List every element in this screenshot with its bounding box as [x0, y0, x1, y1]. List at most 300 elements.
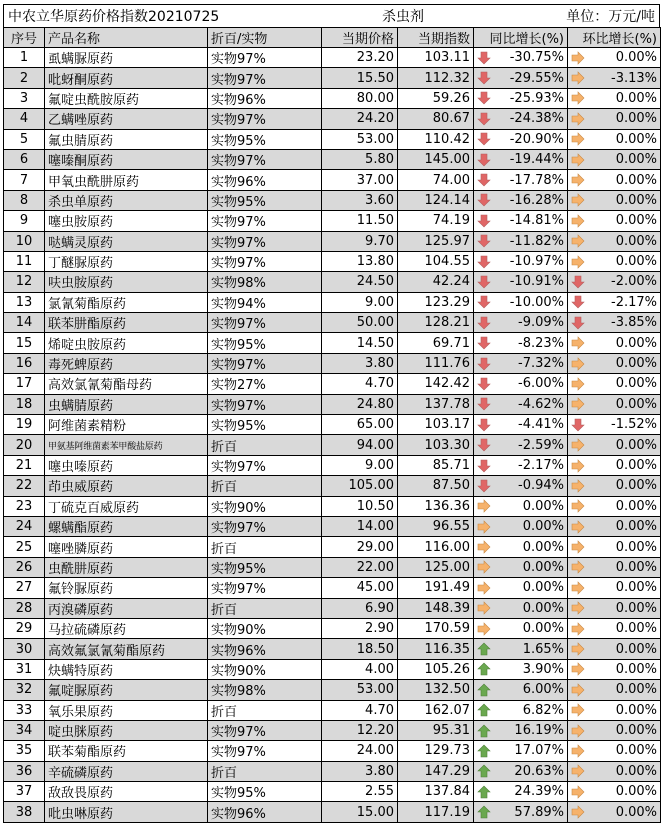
product-spec: 实物98% [208, 680, 322, 700]
current-index: 103.17 [398, 415, 474, 435]
mom-change-cell [568, 435, 661, 455]
current-price: 3.60 [322, 190, 398, 210]
current-index: 117.19 [398, 802, 474, 822]
yoy-change-value: 20.63% [514, 763, 564, 779]
product-name: 阿维菌素精粉 [45, 415, 208, 435]
row-number: 15 [4, 333, 45, 353]
current-price: 3.80 [322, 353, 398, 373]
yoy-change-cell [474, 761, 568, 781]
product-name: 联苯菊酯原药 [45, 741, 208, 761]
yoy-change-value: 57.89% [514, 804, 564, 820]
table-row [4, 802, 661, 822]
arrow-flat-icon [571, 744, 585, 758]
table-row [4, 170, 661, 190]
yoy-change-value: -25.93% [509, 90, 564, 106]
yoy-change-cell [474, 618, 568, 638]
arrow-flat-icon [571, 581, 585, 595]
yoy-change-value: -2.59% [518, 437, 564, 453]
table-row [4, 394, 661, 414]
current-price: 24.20 [322, 109, 398, 129]
mom-change-cell [568, 680, 661, 700]
current-index: 111.76 [398, 353, 474, 373]
yoy-change-value: -10.91% [509, 274, 564, 290]
mom-change-cell [568, 618, 661, 638]
mom-change-value: 0.00% [615, 600, 657, 616]
mom-change-value: 0.00% [615, 111, 657, 127]
current-price: 53.00 [322, 129, 398, 149]
arrow-up-icon [477, 703, 491, 717]
table-row [4, 313, 661, 333]
product-name: 氟虫腈原药 [45, 129, 208, 149]
current-price: 11.50 [322, 211, 398, 231]
product-spec: 折百 [208, 476, 322, 496]
yoy-change-cell [474, 149, 568, 169]
table-row [4, 48, 661, 68]
arrow-flat-icon [477, 540, 491, 554]
arrow-down-icon [477, 418, 491, 432]
product-spec: 实物95% [208, 782, 322, 802]
product-name: 联苯肼酯原药 [45, 313, 208, 333]
table-row [4, 537, 661, 557]
arrow-flat-icon [571, 622, 585, 636]
current-price: 80.00 [322, 88, 398, 108]
table-row [4, 149, 661, 169]
yoy-change-value: -4.62% [518, 396, 564, 412]
mom-change-value: 0.00% [615, 702, 657, 718]
mom-change-value: 0.00% [615, 437, 657, 453]
row-number: 22 [4, 476, 45, 496]
product-spec: 实物27% [208, 374, 322, 394]
arrow-flat-icon [571, 397, 585, 411]
row-number: 16 [4, 353, 45, 373]
arrow-flat-icon [571, 601, 585, 615]
current-price: 5.80 [322, 149, 398, 169]
arrow-down-icon [477, 112, 491, 126]
product-spec: 实物95% [208, 129, 322, 149]
current-index: 125.97 [398, 231, 474, 251]
current-price: 15.00 [322, 802, 398, 822]
table-row [4, 455, 661, 475]
row-number: 19 [4, 415, 45, 435]
mom-change-cell [568, 129, 661, 149]
product-spec: 实物97% [208, 231, 322, 251]
row-number: 14 [4, 313, 45, 333]
arrow-down-icon [477, 153, 491, 167]
arrow-flat-icon [571, 51, 585, 65]
yoy-change-value: 0.00% [522, 559, 564, 575]
yoy-change-value: -10.97% [509, 254, 564, 270]
arrow-down-icon [477, 234, 491, 248]
product-spec: 实物97% [208, 578, 322, 598]
arrow-up-icon [477, 724, 491, 738]
product-name: 丙溴磷原药 [45, 598, 208, 618]
category-label: 杀虫剂 [382, 9, 424, 25]
product-name: 氧乐果原药 [45, 700, 208, 720]
yoy-change-value: 0.00% [522, 600, 564, 616]
mom-change-cell [568, 761, 661, 781]
row-number: 30 [4, 639, 45, 659]
yoy-change-value: 0.00% [522, 498, 564, 514]
arrow-down-icon [477, 316, 491, 330]
mom-change-cell [568, 211, 661, 231]
mom-change-cell [568, 557, 661, 577]
yoy-change-value: 6.00% [522, 682, 564, 698]
mom-change-cell [568, 190, 661, 210]
table-row [4, 231, 661, 251]
mom-change-cell [568, 394, 661, 414]
table-row [4, 190, 661, 210]
yoy-change-value: -2.17% [518, 458, 564, 473]
mom-change-cell [568, 476, 661, 496]
arrow-flat-icon [571, 438, 585, 452]
mom-change-cell [568, 353, 661, 373]
row-number: 8 [4, 190, 45, 210]
mom-change-cell [568, 313, 661, 333]
product-name: 噻虫胺原药 [45, 211, 208, 231]
current-index: 85.71 [398, 455, 474, 475]
product-spec: 实物97% [208, 149, 322, 169]
product-name: 甲氨基阿维菌素苯甲酸盐原药 [45, 435, 208, 455]
product-spec: 折百 [208, 598, 322, 618]
yoy-change-cell [474, 782, 568, 802]
product-spec: 实物96% [208, 170, 322, 190]
yoy-change-cell [474, 313, 568, 333]
price-table [3, 27, 661, 823]
yoy-change-value: -10.00% [509, 294, 564, 310]
product-name: 噻嗪酮原药 [45, 149, 208, 169]
mom-change-cell [568, 578, 661, 598]
yoy-change-cell [474, 333, 568, 353]
product-spec: 实物97% [208, 109, 322, 129]
current-price: 24.00 [322, 741, 398, 761]
row-number: 33 [4, 700, 45, 720]
mom-change-cell [568, 88, 661, 108]
mom-change-value: 0.00% [615, 90, 657, 106]
current-index: 191.49 [398, 578, 474, 598]
row-number: 2 [4, 68, 45, 88]
mom-change-value: 0.00% [615, 152, 657, 168]
product-spec: 实物95% [208, 190, 322, 210]
col-header-index: 当期指数 [398, 28, 474, 48]
yoy-change-cell [474, 455, 568, 475]
arrow-flat-icon [571, 805, 585, 819]
arrow-down-icon [477, 295, 491, 309]
current-price: 2.55 [322, 782, 398, 802]
product-name: 虫酰肼原药 [45, 557, 208, 577]
yoy-change-value: 24.39% [514, 784, 564, 800]
product-spec: 实物90% [208, 618, 322, 638]
mom-change-value: -3.13% [611, 70, 657, 86]
current-price: 10.50 [322, 496, 398, 516]
current-price: 24.50 [322, 272, 398, 292]
arrow-flat-icon [571, 377, 585, 391]
current-price: 4.70 [322, 700, 398, 720]
current-index: 116.00 [398, 537, 474, 557]
table-body [4, 48, 661, 823]
row-number: 29 [4, 618, 45, 638]
current-index: 170.59 [398, 618, 474, 638]
table-row [4, 761, 661, 781]
table-row [4, 68, 661, 88]
arrow-flat-icon [571, 520, 585, 534]
yoy-change-cell [474, 374, 568, 394]
yoy-change-value: -8.23% [518, 335, 564, 351]
arrow-flat-icon [571, 540, 585, 554]
mom-change-value: 0.00% [615, 784, 657, 800]
arrow-flat-icon [571, 703, 585, 717]
current-index: 96.55 [398, 516, 474, 536]
mom-change-value: 0.00% [615, 233, 657, 249]
arrow-flat-icon [571, 91, 585, 105]
yoy-change-cell [474, 659, 568, 679]
yoy-change-cell [474, 190, 568, 210]
arrow-down-icon [571, 316, 585, 330]
table-row [4, 720, 661, 740]
arrow-flat-icon [571, 112, 585, 126]
current-index: 124.14 [398, 190, 474, 210]
product-spec: 实物96% [208, 802, 322, 822]
mom-change-value: 0.00% [615, 254, 657, 270]
mom-change-value: -3.85% [611, 315, 657, 331]
yoy-change-cell [474, 394, 568, 414]
current-price: 2.90 [322, 618, 398, 638]
arrow-flat-icon [571, 479, 585, 493]
row-number: 25 [4, 537, 45, 557]
arrow-flat-icon [571, 234, 585, 248]
yoy-change-cell [474, 557, 568, 577]
current-price: 13.80 [322, 251, 398, 271]
arrow-flat-icon [571, 193, 585, 207]
yoy-change-cell [474, 48, 568, 68]
table-row [4, 415, 661, 435]
arrow-flat-icon [571, 153, 585, 167]
product-spec: 实物97% [208, 313, 322, 333]
arrow-up-icon [477, 805, 491, 819]
yoy-change-value: -7.32% [518, 356, 564, 372]
yoy-change-cell [474, 415, 568, 435]
col-header-name: 产品名称 [45, 28, 208, 48]
current-price: 23.20 [322, 48, 398, 68]
product-spec: 实物97% [208, 211, 322, 231]
arrow-flat-icon [571, 71, 585, 85]
current-index: 95.31 [398, 720, 474, 740]
yoy-change-value: -14.81% [509, 213, 564, 229]
sheet-header [3, 4, 660, 27]
product-name: 螺螨酯原药 [45, 516, 208, 536]
arrow-flat-icon [571, 173, 585, 187]
product-name: 乙螨唑原药 [45, 109, 208, 129]
row-number: 5 [4, 129, 45, 149]
arrow-up-icon [477, 642, 491, 656]
mom-change-cell [568, 292, 661, 312]
product-name: 氟铃脲原药 [45, 578, 208, 598]
mom-change-cell [568, 639, 661, 659]
table-row [4, 659, 661, 679]
arrow-flat-icon [571, 764, 585, 778]
yoy-change-value: 17.07% [514, 743, 564, 759]
yoy-change-cell [474, 170, 568, 190]
arrow-flat-icon [571, 459, 585, 473]
product-name: 辛硫磷原药 [45, 761, 208, 781]
current-index: 145.00 [398, 149, 474, 169]
product-spec: 实物97% [208, 394, 322, 414]
product-spec: 实物97% [208, 720, 322, 740]
arrow-down-icon [477, 193, 491, 207]
col-header-mom: 环比增长(%) [568, 28, 661, 48]
row-number: 23 [4, 496, 45, 516]
mom-change-cell [568, 48, 661, 68]
current-price: 37.00 [322, 170, 398, 190]
mom-change-value: 0.00% [615, 356, 657, 372]
product-spec: 实物95% [208, 415, 322, 435]
current-price: 53.00 [322, 680, 398, 700]
yoy-change-cell [474, 251, 568, 271]
yoy-change-value: 0.00% [522, 580, 564, 596]
yoy-change-value: -16.28% [509, 192, 564, 208]
current-price: 50.00 [322, 313, 398, 333]
col-header-no: 序号 [4, 28, 45, 48]
current-index: 147.29 [398, 761, 474, 781]
product-name: 噻唑膦原药 [45, 537, 208, 557]
product-name: 毒死蜱原药 [45, 353, 208, 373]
arrow-down-icon [477, 91, 491, 105]
product-name: 丁硫克百威原药 [45, 496, 208, 516]
product-name: 高效氟氯氰菊酯原药 [45, 639, 208, 659]
table-row [4, 88, 661, 108]
product-name: 呋虫胺原药 [45, 272, 208, 292]
mom-change-value: 0.00% [615, 559, 657, 575]
mom-change-value: -2.00% [611, 274, 657, 290]
product-spec: 实物95% [208, 557, 322, 577]
row-number: 28 [4, 598, 45, 618]
current-index: 104.55 [398, 251, 474, 271]
product-spec: 实物95% [208, 333, 322, 353]
yoy-change-cell [474, 292, 568, 312]
table-row [4, 680, 661, 700]
yoy-change-value: -24.38% [509, 111, 564, 127]
arrow-flat-icon [477, 581, 491, 595]
arrow-down-icon [477, 438, 491, 452]
table-row [4, 741, 661, 761]
mom-change-value: 0.00% [615, 743, 657, 759]
mom-change-value: 0.00% [615, 661, 657, 677]
current-price: 14.00 [322, 516, 398, 536]
arrow-down-icon [477, 214, 491, 228]
arrow-down-icon [477, 255, 491, 269]
table-row [4, 435, 661, 455]
yoy-change-cell [474, 720, 568, 740]
product-name: 杀虫单原药 [45, 190, 208, 210]
arrow-down-icon [477, 397, 491, 411]
product-spec: 实物97% [208, 251, 322, 271]
current-price: 94.00 [322, 435, 398, 455]
mom-change-cell [568, 170, 661, 190]
yoy-change-value: -29.55% [509, 70, 564, 86]
row-number: 13 [4, 292, 45, 312]
mom-change-cell [568, 109, 661, 129]
table-row [4, 516, 661, 536]
row-number: 17 [4, 374, 45, 394]
current-index: 103.11 [398, 48, 474, 68]
product-spec: 实物97% [208, 741, 322, 761]
mom-change-cell [568, 720, 661, 740]
yoy-change-cell [474, 353, 568, 373]
mom-change-value: 0.00% [615, 213, 657, 229]
arrow-flat-icon [477, 601, 491, 615]
row-number: 3 [4, 88, 45, 108]
mom-change-value: 0.00% [615, 641, 657, 657]
row-number: 26 [4, 557, 45, 577]
current-price: 3.80 [322, 761, 398, 781]
row-number: 7 [4, 170, 45, 190]
table-row [4, 782, 661, 802]
current-index: 137.78 [398, 394, 474, 414]
yoy-change-cell [474, 231, 568, 251]
product-spec: 实物90% [208, 496, 322, 516]
product-spec: 折百 [208, 537, 322, 557]
product-spec: 实物90% [208, 659, 322, 679]
row-number: 10 [4, 231, 45, 251]
product-name: 噻虫嗪原药 [45, 455, 208, 475]
yoy-change-value: -11.82% [509, 233, 564, 249]
yoy-change-value: 3.90% [522, 661, 564, 677]
yoy-change-value: 0.00% [522, 519, 564, 535]
current-price: 22.00 [322, 557, 398, 577]
yoy-change-cell [474, 680, 568, 700]
product-spec: 实物97% [208, 48, 322, 68]
table-row [4, 557, 661, 577]
current-price: 4.70 [322, 374, 398, 394]
product-spec: 折百 [208, 700, 322, 720]
arrow-down-icon [477, 173, 491, 187]
mom-change-cell [568, 231, 661, 251]
row-number: 11 [4, 251, 45, 271]
col-header-yoy: 同比增长(%) [474, 28, 568, 48]
product-name: 氟啶脲原药 [45, 680, 208, 700]
mom-change-value: 0.00% [615, 763, 657, 779]
col-header-price: 当期价格 [322, 28, 398, 48]
yoy-change-value: -17.78% [509, 172, 564, 188]
current-price: 12.20 [322, 720, 398, 740]
product-spec: 实物97% [208, 353, 322, 373]
yoy-change-value: -9.09% [518, 315, 564, 331]
product-spec: 实物96% [208, 639, 322, 659]
yoy-change-value: 0.00% [522, 539, 564, 555]
table-row [4, 578, 661, 598]
row-number: 9 [4, 211, 45, 231]
yoy-change-cell [474, 537, 568, 557]
product-name: 哒螨灵原药 [45, 231, 208, 251]
unit-label: 单位：万元/吨 [566, 9, 655, 25]
arrow-down-icon [477, 71, 491, 85]
current-price: 24.80 [322, 394, 398, 414]
price-index-sheet [3, 4, 660, 823]
table-row [4, 598, 661, 618]
arrow-down-icon [477, 459, 491, 473]
table-row [4, 333, 661, 353]
current-index: 132.50 [398, 680, 474, 700]
arrow-flat-icon [571, 357, 585, 371]
product-name: 茚虫威原药 [45, 476, 208, 496]
row-number: 1 [4, 48, 45, 68]
current-index: 125.00 [398, 557, 474, 577]
current-price: 9.00 [322, 292, 398, 312]
table-row [4, 476, 661, 496]
current-index: 123.29 [398, 292, 474, 312]
mom-change-value: -2.17% [611, 294, 657, 310]
current-price: 9.00 [322, 455, 398, 475]
arrow-flat-icon [477, 499, 491, 513]
